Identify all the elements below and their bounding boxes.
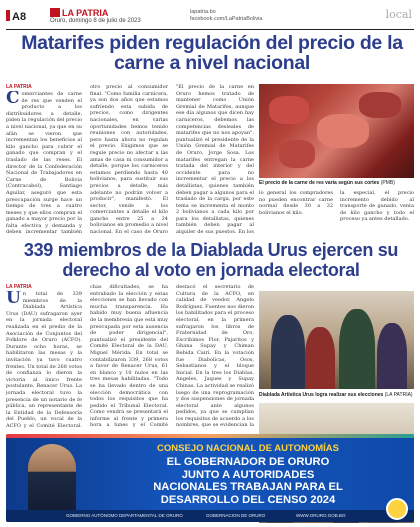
meat-cut-shape — [359, 92, 401, 118]
logo-mark-icon — [50, 8, 60, 17]
dropcap: U — [6, 291, 21, 308]
page-header — [6, 6, 414, 28]
meat-cut-shape — [317, 114, 369, 148]
article2-photo-caption: Diablada Artística Urus logra realizar sus elecciones (LA PATRIA) — [259, 392, 413, 398]
article1-column-4: lo general los compradores no pueden encontrar carne normal desde 30 a 32 bolivianos el kilo. — [259, 190, 333, 216]
article1-column-2: otro precio al consumidor final. "Como familia carnicera, ya son dos años que estamos sufriendo esta subida de precios, como dirigentes nacionales, en varias oportunidades hemos tenido reuniones con autoridades, pero hasta ahora no regulan el precio. Exigimos que se regule precio no afectar a las amas de casa ni consumidor a detalle, porque los carniceros estamos perdiendo hasta 40 bolivianos, para sustituir sus precios a detalle, más adelante no podrán volver a producir", manifestó. El sector, vende a los comerciantes a detalle el kilo gancho entre 25 a 24 bolivianos en promedio a nivel nacional. En el caso de Oruro — [90, 84, 168, 234]
article1-headline: Matarifes piden regulación del precio de la carne a nivel nacional — [21, 32, 403, 74]
census-advertisement — [6, 434, 414, 522]
section-name: local — [385, 8, 412, 21]
meat-cut-shape — [269, 96, 309, 124]
person-figure — [305, 327, 335, 389]
article2-column-3: destacó el secretario de Cultura de la ACFO, en calidad de veedor, Angelo Rodríguez. Fuentes nos dieron los habilitados para el proceso electoral, en la primera sufragaron los libros de Fraternidad de Oro, Escribimos Flor, Pajaritos y Ghana Supay y Chiman Bebida Cairí. En la votación fue Diabolicas, Osos, Sebastianos y el bloque Inicial. En la tres los Diablas, Angeles, Jaques y Supay Chinas. La actividad se realizó luego de una reprogramación y dos suspensiones de jornada electoral ante algunos pedidos, ya que se cumplían los requisitos de acuerdo a los nombres, que se evidencian la — [176, 284, 254, 429]
article1-source: LA PATRIA — [6, 84, 32, 90]
page-number: A8 — [6, 10, 26, 23]
article1-photo-caption: El precio de la carne de res varía según sus cortes (PMB) — [259, 180, 395, 186]
article1-column-1: Comerciantes de carne de res que venden el producto a los distribuidores a detalle, piden la regulación del precio a nivel nacional, ya que en su afán se vieron que incrementan los beneficios al kilo gancho para cubrir el ganado que compran y el traslado de las reses. El director de la Confederación Nacional de Trabajadores en Carne de Bolivia (Contracabol), Santiago Aguilar, aseguró que esta preocupación surge hace un tiempo de tres a cuatro meses y que ellos compran el ganado a mayor precio por la falta efectiva y demanda y deben incrementar también — [6, 91, 82, 234]
election-photo — [259, 291, 414, 389]
dropcap: C — [6, 91, 20, 108]
article2-source: LA PATRIA — [6, 284, 32, 290]
gobernacion-logo-icon — [386, 498, 408, 520]
article1-column-5: la especial, el precio incremento debido al transporte de ganado, venta de kilo gancho y todo el proceso ya antes detallado. — [340, 190, 414, 223]
ad-message: EL GOBERNADOR DE ORURO JUNTO A AUTORIDADES NACIONALES TRABAJAN PARA EL DESARROLLO DEL CENSO 2024 — [153, 456, 343, 506]
person-figure — [271, 315, 305, 389]
person-figure — [377, 323, 407, 389]
header-divider — [6, 29, 414, 30]
meat-photo — [259, 84, 414, 178]
meat-cut-shape — [279, 140, 315, 168]
web-links: lapatria.bo facebook.com/LaPatriaBolivia — [190, 9, 263, 22]
article2-column-1: Un total de 339 miembros de la Diablada Artística Urus (DAU) sufragaron ayer en la jornada electoral realizada en el predio de la Asociación de Conjuntos del Folklore de Oruro (ACFO). Durante ocho horas, se habilitaron las mesas y la invitación ya tuvo cuatro frentes. Un total de 268 votos de confianza lo dieron la victoria al único frente postulante, Renacer Urus. La jornada electoral tuvo la presencia de un notario de fe pública, un representante de la Entidad de la Defensoría del Pueblo, un vocal de la ACFO y el Comité Electoral. — [6, 291, 82, 429]
newspaper-logo: LA PATRIA — [50, 8, 108, 18]
article2-headline: 339 miembros de la Diablada Urus ejercen su derecho al voto en jornada electoral — [23, 240, 399, 280]
person-figure — [339, 309, 375, 389]
edition-date: Oruro, domingo 8 de julio de 2023 — [50, 18, 141, 24]
article2-column-2: chas dificultades, se ha entrabado la elección y estas elecciones se han llevado con mucha transparencia. Ha habido muy buena afluencia de la membresía que está muy preocupada por esta ausencia de poder dirigencial", puntualizó el presidente del Comité Electoral de la DAU, Miguel Mérida. En total se contabilizaron 339, 268 votos a favor de Renacer Urus, 61 en blanco y 10 nulos en las tres mesas habilitadas. "Todo se ha llevado dentro de una elección democrática con todos los requisitos que ha pedido el Tribunal Electoral. Como vendrá se presentará el informe al frente y primera hora a lunes y el Comité — [90, 284, 168, 429]
ad-title: CONSEJO NACIONAL DE AUTONOMÍAS — [157, 443, 339, 454]
article1-column-3: "El precio de la carne en Oruro hemos tratado de mantener como Unión Gremial de Matarifes, aunque ese día algunos que dicen hay carniceros, debemos las competencias desleales de matarifes que no nos apoyan", puntualizó el presidente de la Unión Gremial de Matarifes de Oruro, Jorge Sosa. Los matarifes entregan la carne tratada del interior y del occidente para no incrementar el precio a los detallistas, quienes también deben pagar a algunos para el traslado de la carga, por este tema se incrementa el monto 2 bolivianos a cada kilo por para los detallistas, quienes también deben pagar al alquiler de sus puestos. En los — [176, 84, 254, 234]
ad-color-stripe — [6, 434, 414, 438]
ad-footer: GOBIERNO AUTÓNOMO DEPARTAMENTAL DE ORURO GOBERNACION DE ORURO WWW.ORURO.GOB.BO — [6, 510, 414, 522]
